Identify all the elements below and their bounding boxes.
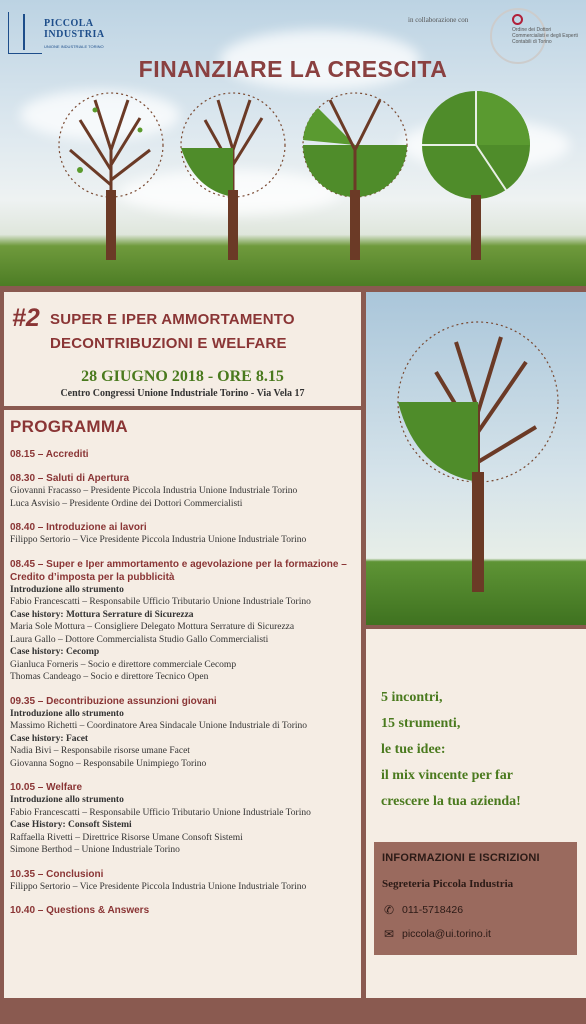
event-date: 28 GIUGNO 2018 - ORE 8.15 [81,368,284,385]
program-subheading: Case history: Facet [10,733,89,744]
tree-3 [303,93,407,260]
phone-icon: ✆ [383,903,395,917]
envelope-icon: ✉ [383,927,395,941]
program-block [10,472,356,510]
email-row[interactable] [382,928,491,940]
event-title [50,308,295,356]
header-banner [0,0,586,286]
single-tree-illustration [366,292,586,625]
program-list [10,448,356,928]
info-box [374,842,577,955]
program-slot-title: 10.05 – Welfare [10,782,83,793]
program-speaker: Massimo Richetti – Coordinatore Area Sindacale Unione Industriale di Torino [10,721,308,731]
tree-photo [366,292,586,625]
trees-illustration [0,0,586,286]
program-subheading: Introduzione allo strumento [10,584,124,595]
program-panel [4,292,361,998]
program-slot-title: 08.30 – Saluti di Apertura [10,473,130,484]
program-speaker: Fabio Francescatti – Responsabile Ufficio Tributario Unione Industriale Torino [10,597,311,607]
program-block [10,868,356,894]
collab-text: in collaborazione con [408,16,469,24]
phone-number[interactable]: 011-5718426 [402,904,464,916]
program-speaker: Giovanni Fracasso – Presidente Piccola Industria Unione Industriale Torino [10,486,298,496]
program-speaker: Maria Sole Mottura – Consigliere Delegato Mottura Serrature di Sicurezza [10,622,295,632]
info-org: Segreteria Piccola Industria [382,878,514,890]
program-speaker: Filippo Sertorio – Vice Presidente Piccola Industria Unione Industriale Torino [10,881,307,892]
program-speaker: Raffaella Rivetti – Direttrice Risorse Umane Consoft Sistemi [10,832,243,843]
motto-line: crescere la tua azienda! [381,794,521,809]
motto-line: 5 incontri, [381,690,443,705]
event-title-line2: DECONTRIBUZIONI E WELFARE [50,335,287,352]
program-speaker: Laura Gallo – Dottore Commercialista Studio Gallo Commercialisti [10,634,269,645]
program-block [10,448,356,461]
logo-line2: INDUSTRIA [44,29,105,40]
program-subheading: Case History: Consoft Sistemi [10,820,132,830]
motto-line: le tue idee: [381,742,446,757]
program-slot-title: 08.15 – Accrediti [10,449,89,460]
logo-sub: UNIONE INDUSTRIALE TORINO [44,44,104,49]
program-slot-title: 10.35 – Conclusioni [10,868,104,880]
issue-number: #2 [12,304,40,332]
program-speaker: Gianluca Forneris – Socio e direttore commerciale Cecomp [10,659,237,670]
program-title: PROGRAMMA [10,417,128,436]
logo-line1: PICCOLA [44,18,94,29]
program-subheading: Case history: Mottura Serrature di Sicurezza [10,609,194,620]
motto-line: 15 strumenti, [381,716,461,731]
tree-1 [59,93,163,260]
program-speaker: Filippo Sertorio – Vice Presidente Piccola Industria Unione Industriale Torino [10,535,307,545]
tree-2 [181,93,285,260]
odc-text: Ordine dei Dottori Commercialisti e degli Esperti Contabili di Torino [512,27,578,45]
motto [381,685,521,815]
program-subheading: Introduzione allo strumento [10,708,124,719]
motto-line: il mix vincente per far [381,768,513,783]
program-block [10,904,356,917]
program-subheading: Case history: Cecomp [10,647,100,657]
program-speaker: Giovanna Sogno – Responsabile Unimpiego Torino [10,758,207,769]
program-block [10,781,356,857]
program-slot-title: 10.40 – Questions & Answers [10,905,150,916]
program-speaker: Fabio Francescatti – Responsabile Ufficio Tributario Unione Industriale Torino [10,807,311,818]
program-slot-title: 08.40 – Introduzione ai lavori [10,522,147,533]
email-link[interactable]: piccola@ui.torino.it [402,928,491,940]
event-title-line1: SUPER E IPER AMMORTAMENTO [50,311,295,328]
program-slot-title: 08.45 – Super e Iper ammortamento e agevolazione per la formazione – Credito d’imposta per la pubblicità [10,558,347,583]
program-speaker: Thomas Candeago – Socio e direttore Tecnico Open [10,672,209,682]
page-title: FINANZIARE LA CRESCITA [138,56,448,82]
program-subheading: Introduzione allo strumento [10,795,124,805]
phone-row[interactable] [382,904,463,916]
divider [4,406,361,410]
program-slot-title: 09.35 – Decontribuzione assunzioni giovani [10,695,217,707]
info-title: INFORMAZIONI E ISCRIZIONI [382,852,540,864]
tree-4 [422,91,530,260]
program-speaker: Simone Berthod – Unione Industriale Torino [10,845,180,855]
program-block [10,695,356,771]
program-speaker: Nadia Bivi – Responsabile risorse umane Facet [10,746,190,756]
program-speaker: Luca Asvisio – Presidente Ordine dei Dottori Commercialisti [10,498,243,509]
program-block [10,521,356,547]
program-block [10,558,356,684]
event-place: Centro Congressi Unione Industriale Torino - Via Vela 17 [60,388,305,399]
